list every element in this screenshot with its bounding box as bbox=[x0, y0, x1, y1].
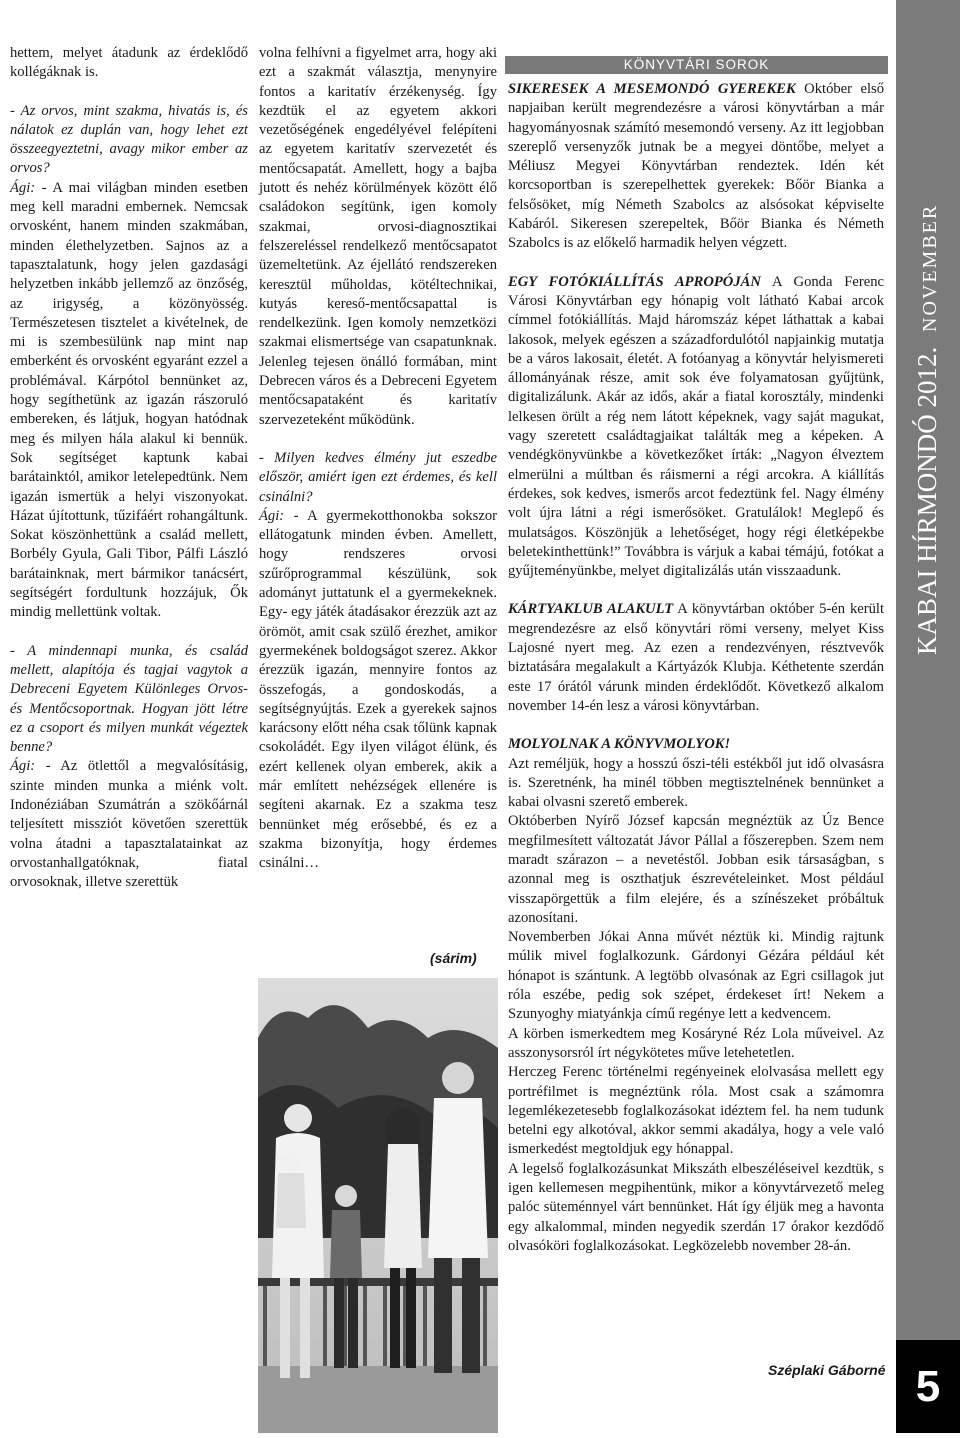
family-photo bbox=[258, 978, 498, 1433]
paragraph: volna felhívni a figyelmet arra, hogy aki ezt a szakmát választja, menynyire fontos a karitatív érzékenység. Így kezdtük el az egyetem akkori vezetőségének engedélyével felépíteni az egyetem karitatív szervezetét és mentőcsapatát. Amellett, hogy a bajba jutott és nehéz körülmények között élő családokon segítünk, igen komoly szakmai, orvosi-diagnosztikai felszereléssel rendelkező mentőcsapatot üzemeltetünk. Az éjellátó rendszereken keresztül műholdas, kötéltechnikai, kutyás kereső-mentőcsapattal is rendelkezünk. Igen komoly nemzetközi szakmai elismertsége van csapatunknak. Jelenleg tejesen önálló formában, mint Debrecen város és a Debreceni Egyetem mentőcsapataként és karitatív szervezeteként működünk. bbox=[259, 45, 497, 428]
interview-answer bbox=[259, 507, 497, 874]
author-signature: (sárim) bbox=[430, 950, 477, 966]
interview-question: - Milyen kedves élmény jut eszedbe először, amiért igen ezt érdemes, és kell csinálni? bbox=[259, 449, 497, 505]
news-heading: SIKERESEK A MESEMONDÓ GYEREKEK bbox=[508, 81, 796, 97]
news-heading: KÁRTYAKLUB ALAKULT bbox=[508, 601, 674, 618]
issue-month: NOVEMBER bbox=[919, 203, 941, 332]
library-column bbox=[508, 80, 884, 1256]
svg-text:KABAI HÍRMONDÓ 2012. NOV bbox=[912, 204, 942, 655]
speaker-label: Ági: bbox=[10, 179, 36, 196]
page-number: 5 bbox=[896, 1340, 960, 1433]
news-heading: EGY FOTÓKIÁLLÍTÁS APROPÓJÁN bbox=[508, 273, 761, 290]
author-signature: Széplaki Gáborné bbox=[768, 1362, 886, 1378]
news-item bbox=[508, 273, 884, 582]
speaker-label: Ági: bbox=[259, 507, 285, 524]
speaker-label: Ági: bbox=[10, 758, 36, 775]
paragraph: Azt reméljük, hogy a hosszú őszi-téli estékből jut idő olvasásra is. Szeretnénk, ha minél többen megtisztelnének bennünket a kabai olvasni szerető emberek. bbox=[508, 755, 884, 811]
paragraph: hettem, melyet átadunk az érdeklődő kollégáknak is. bbox=[10, 45, 248, 81]
answer-text: - A mai világban minden esetben meg kell maradni embernek. Nemcsak orvosként, hanem minden szakmában, minden élethelyzetben. Sajnos az a tapasztalatunk, hogy jelen gazdasági helyzetben inkább jellemző az önzőség, az irigység, a közönyösség. Természetesen tisztelet a kivételnek, de mi is szembesülünk nap mint nap emberként és orvosként egyaránt ezzel a problémával. Kárpótol bennünket az, hogy segíthetünk az igazán rászoruló embereken, és látjuk, hogyan hatódnak meg és milyen hála alakul ki bennük. Sok segítséget kaptunk kabai barátainktól, amikor letelepedtünk. Nem igazán ismertük a helyi viszonyokat. Házat újítottunk, tűzifáért rohangáltunk. Sokat köszönhettünk a család mellett, Borbély Gyula, Gali Tibor, Pálfi László barátainknak, mert bármikor tanácsért, segítségért fordultunk hozzájuk, Ők mindig mellettünk voltak. bbox=[10, 179, 248, 621]
news-item bbox=[508, 600, 884, 716]
interview-answer bbox=[10, 179, 248, 623]
magazine-name: KABAI HÍRMONDÓ 2012. bbox=[912, 346, 942, 655]
news-body: A Gonda Ferenc Városi Könyvtárban egy hónapig volt látható Kabai arcok címmel fotókiállítás. Majd háromszáz képet láthattak a kabai lakosok, melyek egészen a századfordulótól napjainkig mutatja be a város lakosait, életét. A fotóanyag a könyvtár helyismereti állományának része, amit sok éve folyamatosan gyűjtünk, digitalizálunk. Akár az idős, akár a fiatal korosztály, mindenki lelkesen örült a rég nem látott képeknek, vagy saját magukat, vagy szeretett családtagjaikat találták meg a képeken. A vendégkönyvünkbe a következőket írták: „Nagyon élveztem elmerülni a múltban és ráismerni a régi arcokra. A kiállítás érdekes, sok kedves, ismerős arcot fedeztünk fel. Nagy élmény volt újra látni a régi ismerősöket. Gratulálok! Meglepő és mulatságos. Köszönjük a lehetőséget, hogy régi életképekbe beletekinthettünk!” Továbbra is várjuk a kabai témájú, fotókat a gyűjteményünkbe, melyet digitalizálás után visszaadunk. bbox=[508, 273, 884, 580]
news-body: Október első napjaiban került megrendezésre a városi könyvtárban a már hagyományosnak számító mesemondó verseny. Az itt legjobban szereplő versenyzők jutnak be a megyei döntőbe, melyet a Méliusz Megyei Könyvtárban rendeztek. Idén két korcsoportban is szerepelhettek gyerekek: Bőör Bianka a felsősöket, míg Németh Szabolcs az alsósokat képviselte Kabáról. Sikeresen szerepeltek, Bőör Bianka és Németh Szabolcs is az előkelő harmadik helyen végzett. bbox=[508, 81, 884, 252]
article-column-1 bbox=[10, 44, 248, 892]
paragraph: Herczeg Ferenc történelmi regényeinek elolvasása mellett egy portréfilmet is megnéztünk róla. Most csak a számomra legemlékezetesebb foglalkozásokat idéztem fel. ha nem tudunk betelni egy alkotóval, akkor semmi akadálya, hogy a vele való ismerkedést megtoldjuk egy hónappal. bbox=[508, 1064, 884, 1158]
interview-question: - Az orvos, mint szakma, hivatás is, és nálatok ez duplán van, hogy lehet ezt összeegyeztetni, avagy mikor ember az orvos? bbox=[10, 102, 248, 177]
paragraph: Novemberben Jókai Anna művét néztük ki. Mindig rajtunk múlik mivel foglalkozunk. Gárdonyi Gézára például két hónapot is szántunk. A legtöbb olvasónak az Egri csillagok jut róla eszébe, pedig sok szépet, érdekeset írt! Nekem a Szunyoghy miatyánkja című regénye lett a kedvencem. bbox=[508, 929, 884, 1023]
paragraph: A körben ismerkedtem meg Kosáryné Réz Lola műveivel. Az asszonysorsról írt négykötetes műve letehetetlen. bbox=[508, 1025, 884, 1061]
paragraph: A legelső foglalkozásunkat Mikszáth elbeszéléseivel kezdtük, s igen kellemesen megpihentünk, mikor a könyvtárvezető meleg palóc süteménnyel várt bennünket. Hát így éljük meg a havonta egy alkalommal, minden negyedik szerdán 17 órakor kezdődő olvasóköri foglalkozásokat. Legközelebb november 28-án. bbox=[508, 1160, 884, 1254]
interview-question: - A mindennapi munka, és család mellett, alapítója és tagjai vagytok a Debreceni Egyetem Különleges Orvos- és Mentőcsoportnak. Hogyan jött létre ez a csoport és milyen munkát végeztek benne? bbox=[10, 642, 248, 756]
interview-answer bbox=[10, 757, 248, 892]
sidebar-title bbox=[896, 0, 960, 1340]
news-item bbox=[508, 80, 884, 254]
answer-text: - A gyermekotthonokba sokszor ellátogatunk minden évben. Amellett, hogy rendszeres orvosi szűrőprogrammal készülünk, sok adományt juttatunk el a gyermekeknek. Egy- egy játék átadásakor érezzük azt az örömöt, amit csak szülő érezhet, amikor gyermekének boldogságot szerez. Akkor érezzük igazán, mennyire fontos az összefogás, a gondoskodás, a segítségnyújtás. Ezek a gyerekek sajnos karácsony előtt néha csak tőlünk kapnak csokoládét. Egy ilyen világot élünk, és ezért kellenek olyan emberek, akik a már említett nehézségek ellenére is segíteni akarnak. Ez a szakma tesz bennünket még erősebbé, és ez a szakma bizonyítja, hogy érdemes csinálni… bbox=[259, 507, 497, 872]
news-body: A könyvtárban október 5-én került megrendezésre az első könyvtári römi verseny, melyet Kiss Lajosné nyert meg. Az ezen a rendezvényen, résztvevők biztatására megalakult a Kártyázók Klubja. Kéthetente szerdán este 17 órától várunk minden érdeklődőt. Következő alkalom november 14-én lesz a városi könyvtárban. bbox=[508, 601, 884, 714]
news-heading: MOLYOLNAK A KÖNYVMOLYOK! bbox=[508, 736, 731, 753]
answer-text: - Az ötlettől a megvalósításig, szinte minden munka a miénk volt. Indonéziában Szumátrán a szökőárnál teljesített missziót követően szerettük volna átadni a tapasztalatainkat az orvostanhallgatóknak, fiatal orvosoknak, illetve szerettük bbox=[10, 758, 248, 891]
paragraph: Októberben Nyírő József kapcsán megnéztük az Úz Bence megfilmesített változatát Jávor Pállal a főszerepben. Szem nem maradt szárazon – a nevetéstől. Jobban esik társaságban, s azonnal meg is oszthatjuk észrevételeinket. Most például visszapörgettük a film elejére, és a színészeket próbáltuk azonosítani. bbox=[508, 813, 884, 926]
article-column-2 bbox=[259, 44, 497, 873]
section-banner: KÖNYVTÁRI SOROK bbox=[505, 56, 888, 74]
